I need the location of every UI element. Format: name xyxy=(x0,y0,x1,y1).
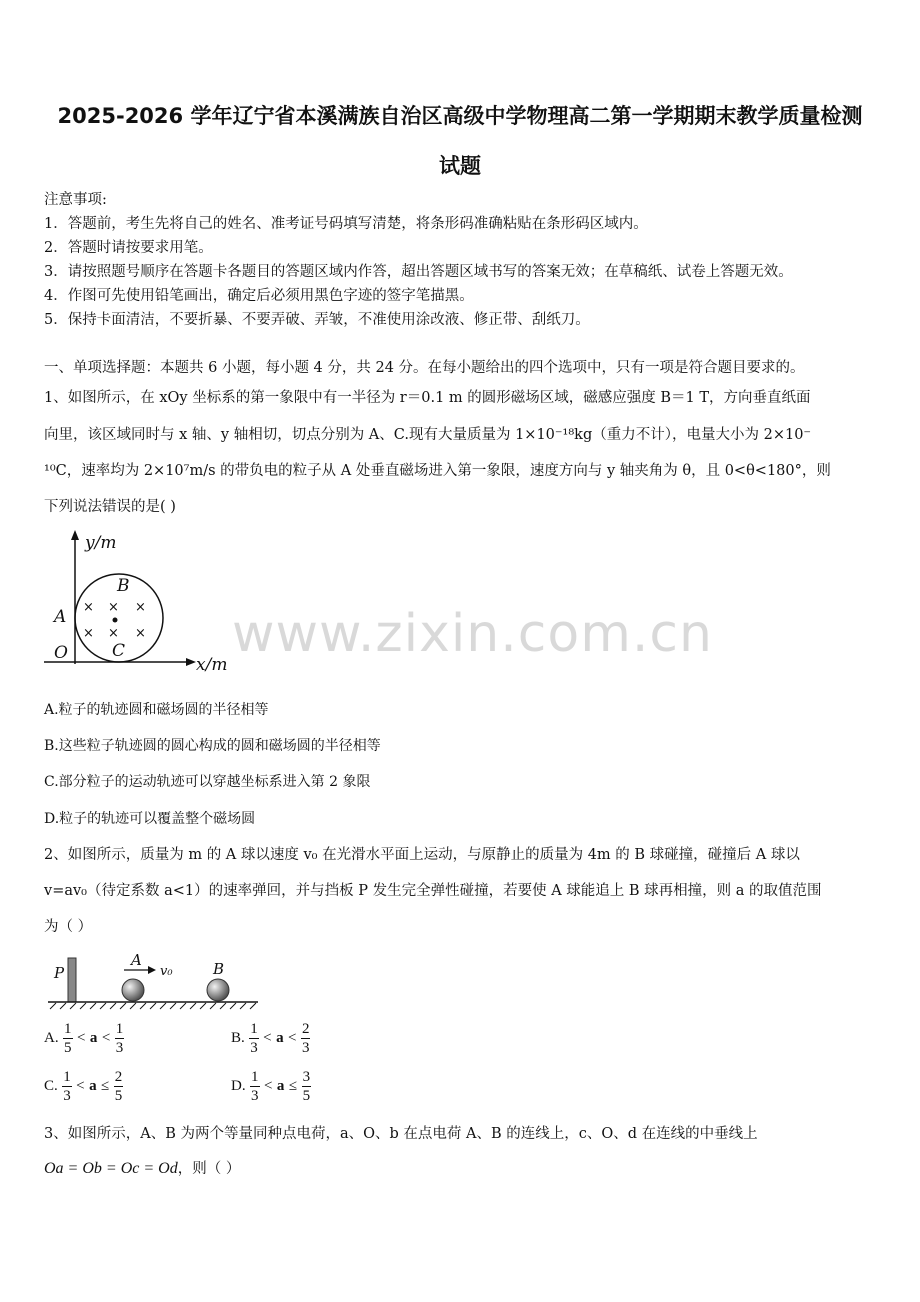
op-2: < xyxy=(288,1030,297,1046)
watermark: www.zixin.com.cn xyxy=(232,604,713,664)
q3-equation: Oa = Ob = Oc = Od xyxy=(44,1160,178,1177)
option-letter: D. xyxy=(231,1078,246,1094)
svg-text:×: × xyxy=(83,626,94,641)
q2-line-1: 2、如图所示，质量为 m 的 A 球以速度 v₀ 在光滑水平面上运动，与原静止的质量为 4m 的 B 球碰撞，碰撞后 A 球以 xyxy=(44,847,800,863)
y-axis-arrow-icon xyxy=(71,530,79,540)
op-2: ≤ xyxy=(288,1078,298,1094)
q1-line-1: 1、如图所示，在 xOy 坐标系的第一象限中有一半径为 r＝0.1 m 的圆形磁场区域，磁感应强度 B＝1 T，方向垂直纸面 xyxy=(44,390,811,406)
q1-line-4: 下列说法错误的是( ) xyxy=(44,499,176,515)
option-letter: A. xyxy=(44,1030,59,1046)
ball-A xyxy=(122,979,144,1001)
q2-option-d[interactable] xyxy=(231,1068,311,1105)
op-2: < xyxy=(101,1030,111,1046)
q1-line-2: 向里，该区域同时与 x 轴、y 轴相切，切点分别为 A、C.现有大量质量为 1×10⁻¹⁸kg（重力不计），电量大小为 2×10⁻ xyxy=(44,427,812,443)
svg-text:×: × xyxy=(83,600,94,615)
option-letter: B. xyxy=(231,1030,245,1046)
v0-label: v₀ xyxy=(160,964,173,979)
q3-line-1: 3、如图所示，A、B 为两个等量同种点电荷，a、O、b 在点电荷 A、B 的连线上，c、O、d 在连线的中垂线上 xyxy=(44,1126,758,1142)
velocity-arrow-head-icon xyxy=(148,966,156,974)
op-2: ≤ xyxy=(101,1078,110,1094)
q1-line-3: ¹⁰C，速率均为 2×10⁷m/s 的带负电的粒子从 A 处垂直磁场进入第一象限，速度方向与 y 轴夹角为 θ，且 0<θ<180°，则 xyxy=(44,463,831,479)
q1-option-a[interactable]: A.粒子的轨迹圆和磁场圆的半径相等 xyxy=(44,702,269,718)
svg-text:×: × xyxy=(135,600,146,615)
point-A-label: A xyxy=(54,607,67,627)
q1-option-c[interactable]: C.部分粒子的运动轨迹可以穿越坐标系进入第 2 象限 xyxy=(44,774,371,790)
op-1: < xyxy=(76,1078,85,1094)
op-1: < xyxy=(77,1030,86,1046)
q1-magnetic-field-figure xyxy=(40,526,240,676)
upper-fraction: $\frac{2}{5}$ xyxy=(114,1069,123,1104)
ground-hatching xyxy=(50,1003,256,1009)
notice-item-3: 3．请按照题号顺序在答题卡各题目的答题区域内作答，超出答题区域书写的答案无效；在草稿纸、试卷上答题无效。 xyxy=(44,264,793,280)
svg-text:×: × xyxy=(135,626,146,641)
q2-option-b[interactable] xyxy=(231,1020,310,1057)
ball-B xyxy=(207,979,229,1001)
q3-line-2-tail: ，则（ ） xyxy=(177,1161,241,1177)
upper-fraction: $\frac{1}{3}$ xyxy=(115,1021,124,1056)
upper-fraction: $\frac{3}{5}$ xyxy=(302,1069,311,1104)
notice-item-5: 5．保持卡面清洁，不要折暴、不要弄破、弄皱，不准使用涂改液、修正带、刮纸刀。 xyxy=(44,312,590,328)
notice-item-4: 4．作图可先使用铅笔画出，确定后必须用黑色字迹的签字笔描黑。 xyxy=(44,288,474,304)
q2-option-a[interactable] xyxy=(44,1020,124,1057)
ball-B-label: B xyxy=(213,960,225,978)
q2-collision-figure xyxy=(44,954,264,1014)
x-axis-label: x/m xyxy=(196,655,228,675)
notice-heading: 注意事项: xyxy=(44,192,107,208)
plate-P-label: P xyxy=(54,964,65,982)
document-title-line1: 2025-2026 学年辽宁省本溪满族自治区高级中学物理高二第一学期期末教学质量检测 xyxy=(57,104,863,128)
var-a: a xyxy=(89,1030,98,1046)
svg-text:×: × xyxy=(108,600,119,615)
var-a: a xyxy=(276,1030,284,1046)
point-B-label: B xyxy=(117,576,130,596)
upper-fraction: $\frac{2}{3}$ xyxy=(301,1021,310,1056)
svg-text:×: × xyxy=(108,626,119,641)
point-C-label: C xyxy=(112,641,126,661)
op-1: < xyxy=(264,1078,273,1094)
lower-fraction: $\frac{1}{3}$ xyxy=(63,1069,71,1104)
q2-line-2: v=av₀（待定系数 a<1）的速率弹回，并与挡板 P 发生完全弹性碰撞，若要使 A 球能追上 B 球再相撞，则 a 的取值范围 xyxy=(44,883,822,899)
x-axis-arrow-icon xyxy=(186,658,196,666)
q2-option-c[interactable] xyxy=(44,1068,123,1105)
notice-item-2: 2．答题时请按要求用笔。 xyxy=(44,240,213,256)
q2-line-3: 为（ ） xyxy=(44,919,93,935)
plate-P xyxy=(68,958,76,1002)
circle-center-dot xyxy=(113,618,118,623)
lower-fraction: $\frac{1}{3}$ xyxy=(251,1069,259,1104)
var-a: a xyxy=(276,1078,285,1094)
option-letter: C. xyxy=(44,1078,58,1094)
section-heading: 一、单项选择题：本题共 6 小题，每小题 4 分，共 24 分。在每小题给出的四个选项中，只有一项是符合题目要求的。 xyxy=(44,360,805,376)
origin-label: O xyxy=(54,643,68,663)
q1-option-b[interactable]: B.这些粒子轨迹圆的圆心构成的圆和磁场圆的半径相等 xyxy=(44,738,381,754)
q3-line-2 xyxy=(44,1157,240,1178)
q1-option-d[interactable]: D.粒子的轨迹可以覆盖整个磁场圆 xyxy=(44,811,256,827)
lower-fraction: $\frac{1}{3}$ xyxy=(250,1021,258,1056)
y-axis-label: y/m xyxy=(85,533,117,553)
document-title-line2: 试题 xyxy=(439,154,481,178)
ball-A-label: A xyxy=(131,954,142,969)
lower-fraction: $\frac{1}{5}$ xyxy=(64,1021,72,1056)
op-1: < xyxy=(263,1030,272,1046)
var-a: a xyxy=(89,1078,97,1094)
notice-item-1: 1．答题前，考生先将自己的姓名、准考证号码填写清楚，将条形码准确粘贴在条形码区域内。 xyxy=(44,216,648,232)
